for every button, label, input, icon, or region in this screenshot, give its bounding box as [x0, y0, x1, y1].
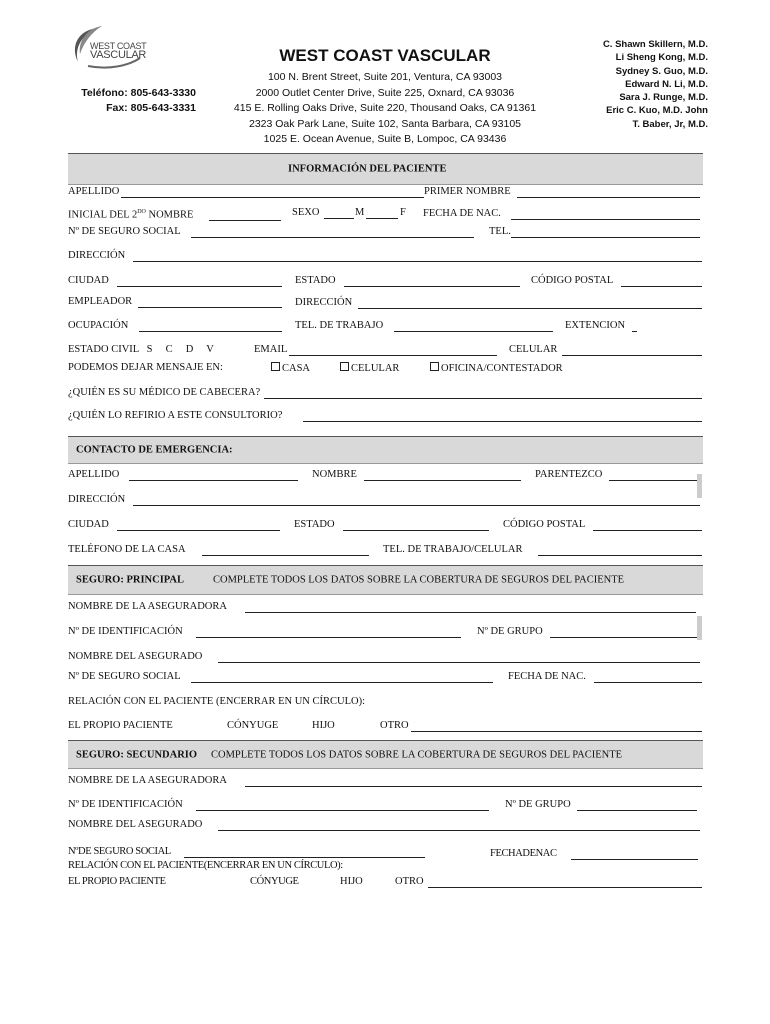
em-tel-trabajo-field[interactable] — [538, 555, 702, 556]
p-otro-field[interactable] — [411, 731, 702, 732]
p-rel-conyuge[interactable]: CÓNYUGE — [227, 720, 279, 731]
label-direccion-empleador: DIRECCIÓN — [295, 297, 353, 308]
apellido-field[interactable] — [121, 197, 424, 198]
scroll-marker — [697, 474, 702, 498]
patient-section-header — [68, 153, 703, 185]
em-apellido-field[interactable] — [129, 480, 298, 481]
refirio-field[interactable] — [303, 421, 702, 422]
label-refirio: ¿QUIÉN LO REFIRIO A ESTE CONSULTORIO? — [68, 410, 283, 421]
s-seguro-social-field[interactable] — [184, 857, 425, 858]
label-apellido: APELLIDO — [68, 186, 120, 197]
s-rel-propio[interactable]: EL PROPIO PACIENTE — [68, 876, 166, 887]
emergency-section-title: CONTACTO DE EMERGENCIA: — [76, 444, 233, 456]
address-line: 2000 Outlet Center Drive, Suite 225, Oxnard, CA 93036 — [255, 86, 515, 99]
option-oficina-label: OFICINA/CONTESTADOR — [441, 363, 563, 374]
secondary-insurance-header — [68, 740, 703, 769]
tel-trabajo-field[interactable] — [394, 331, 553, 332]
label-em-direccion: DIRECCIÓN — [68, 494, 126, 505]
em-direccion-field[interactable] — [133, 505, 700, 506]
em-nombre-field[interactable] — [364, 480, 521, 481]
option-celular[interactable] — [340, 362, 399, 374]
doctor-list — [560, 38, 708, 131]
tel-field[interactable] — [511, 237, 700, 238]
s-asegurado-field[interactable] — [218, 830, 700, 831]
label-email: EMAIL — [254, 344, 288, 355]
label-em-ciudad: CIUDAD — [68, 519, 109, 530]
label-p-seguro-social: Nº DE SEGURO SOCIAL — [68, 671, 181, 682]
fax-number: Fax: 805-643-3331 — [106, 102, 196, 114]
label-sexo-f: F — [400, 207, 406, 218]
p-aseguradora-field[interactable] — [245, 612, 696, 613]
doctor-name: Sara J. Runge, M.D. — [619, 92, 708, 104]
checkbox-casa[interactable] — [271, 362, 280, 371]
label-tel-trabajo: TEL. DE TRABAJO — [295, 320, 384, 331]
celular-field[interactable] — [562, 355, 702, 356]
label-p-grupo: Nº DE GRUPO — [477, 626, 543, 637]
primary-insurance-header — [68, 565, 703, 595]
address-line: 2323 Oak Park Lane, Suite 102, Santa Barbara, CA 93105 — [248, 117, 522, 130]
sexo-f-field[interactable] — [366, 218, 398, 219]
s-aseguradora-field[interactable] — [245, 786, 702, 787]
label-extension: EXTENCION — [565, 320, 626, 331]
medico-field[interactable] — [264, 398, 702, 399]
label-tel: TEL. — [489, 226, 511, 237]
estado-field[interactable] — [344, 286, 520, 287]
doctor-name: Sydney S. Guo, M.D. — [615, 65, 708, 77]
clinic-title: WEST COAST VASCULAR — [279, 46, 491, 65]
label-medico: ¿QUIÉN ES SU MÉDICO DE CABECERA? — [68, 387, 261, 398]
option-oficina[interactable] — [430, 362, 563, 374]
em-parentezco-field[interactable] — [609, 480, 700, 481]
p-rel-propio[interactable]: EL PROPIO PACIENTE — [68, 720, 173, 731]
label-ciudad: CIUDAD — [68, 275, 109, 286]
s-rel-conyuge[interactable]: CÓNYUGE — [250, 876, 299, 887]
address-line: 1025 E. Ocean Avenue, Suite B, Lompoc, CA 93436 — [263, 133, 507, 145]
secondary-insurance-title: SEGURO: SECUNDARIO — [76, 749, 198, 760]
address-line: 100 N. Brent Street, Suite 201, Ventura, CA 93003 — [267, 71, 503, 83]
label-s-fecha-nac: FECHADENAC — [490, 848, 557, 859]
label-inicial-suffix: NOMBRE — [145, 209, 194, 221]
ocupacion-field[interactable] — [139, 331, 282, 332]
s-grupo-field[interactable] — [577, 810, 697, 811]
em-estado-field[interactable] — [343, 530, 489, 531]
p-rel-otro[interactable]: OTRO — [380, 720, 409, 731]
doctor-name: Edward N. Li, M.D. — [625, 78, 708, 90]
label-p-relacion: RELACIÓN CON EL PACIENTE (ENCERRAR EN UN CÍRCULO): — [68, 696, 366, 707]
label-primer-nombre: PRIMER NOMBRE — [424, 186, 511, 197]
phone-block — [60, 86, 196, 116]
checkbox-oficina[interactable] — [430, 362, 439, 371]
label-p-asegurado: NOMBRE DEL ASEGURADO — [68, 651, 203, 662]
em-codigo-postal-field[interactable] — [593, 530, 702, 531]
label-p-identificacion: Nº DE IDENTIFICACIÓN — [68, 626, 183, 637]
extension-field[interactable] — [632, 331, 637, 332]
phone-number: Teléfono: 805-643-3330 — [81, 87, 196, 99]
doctor-name: Eric C. Kuo, M.D. John — [606, 105, 708, 117]
patient-section-title: INFORMACIÓN DEL PACIENTE — [288, 163, 447, 175]
direccion-field[interactable] — [133, 261, 702, 262]
primary-insurance-subtitle: COMPLETE TODOS LOS DATOS SOBRE LA COBERTURA DE SEGUROS DEL PACIENTE — [213, 574, 625, 586]
em-ciudad-field[interactable] — [117, 530, 280, 531]
label-s-identificacion: Nº DE IDENTIFICACIÓN — [68, 799, 183, 810]
logo — [68, 22, 168, 70]
label-em-tel-casa: TELÉFONO DE LA CASA — [68, 544, 186, 555]
label-em-nombre: NOMBRE — [312, 469, 357, 480]
label-estado-civil[interactable]: ESTADO CIVIL S C D V — [68, 344, 214, 355]
label-s-aseguradora: NOMBRE DE LA ASEGURADORA — [68, 775, 227, 786]
s-identificacion-field[interactable] — [196, 810, 489, 811]
checkbox-celular[interactable] — [340, 362, 349, 371]
doctor-name: T. Baber, Jr, M.D. — [632, 118, 708, 130]
emergency-section-header — [68, 436, 703, 464]
label-em-tel-trabajo: TEL. DE TRABAJO/CELULAR — [383, 544, 523, 555]
label-s-seguro-social: NºDE SEGURO SOCIAL — [68, 846, 171, 857]
s-otro-field[interactable] — [428, 887, 702, 888]
address-line: 415 E. Rolling Oaks Drive, Suite 220, Thousand Oaks, CA 91361 — [233, 102, 537, 114]
label-sexo-m: M — [355, 207, 365, 218]
label-em-codigo-postal: CÓDIGO POSTAL — [503, 519, 586, 530]
p-seguro-social-field[interactable] — [191, 682, 493, 683]
inicial-field[interactable] — [209, 220, 281, 221]
label-celular: CELULAR — [509, 344, 558, 355]
label-estado: ESTADO — [295, 275, 336, 286]
label-em-apellido: APELLIDO — [68, 469, 120, 480]
s-rel-hijo[interactable]: HIJO — [340, 876, 363, 887]
option-celular-label: CELULAR — [351, 363, 400, 374]
label-inicial-text: INICIAL DEL 2 — [68, 209, 138, 221]
label-s-grupo: Nº DE GRUPO — [505, 799, 571, 810]
ciudad-field[interactable] — [117, 286, 282, 287]
p-fecha-nac-field[interactable] — [594, 682, 702, 683]
label-s-asegurado: NOMBRE DEL ASEGURADO — [68, 819, 203, 830]
label-empleador: EMPLEADOR — [68, 296, 133, 307]
p-grupo-field[interactable] — [550, 637, 700, 638]
scroll-marker — [697, 616, 702, 640]
logo-line-2: VASCULAR — [90, 49, 147, 61]
option-casa[interactable] — [271, 362, 310, 374]
label-em-parentezco: PARENTEZCO — [535, 469, 603, 480]
label-ocupacion: OCUPACIÓN — [68, 320, 129, 331]
doctor-name: Li Sheng Kong, M.D. — [615, 52, 708, 64]
seguro-social-field[interactable] — [191, 237, 474, 238]
fecha-nac-field[interactable] — [511, 219, 700, 220]
logo-line-1: WEST COAST — [90, 41, 147, 51]
label-p-aseguradora: NOMBRE DE LA ASEGURADORA — [68, 601, 227, 612]
label-inicial-sup: DO — [137, 209, 146, 215]
p-identificacion-field[interactable] — [196, 637, 461, 638]
p-asegurado-field[interactable] — [218, 662, 700, 663]
clinic-addresses — [200, 70, 570, 148]
p-rel-hijo[interactable]: HIJO — [312, 720, 335, 731]
primary-insurance-title: SEGURO: PRINCIPAL — [76, 574, 185, 586]
label-p-fecha-nac: FECHA DE NAC. — [508, 671, 586, 682]
email-field[interactable] — [289, 355, 497, 356]
codigo-postal-field[interactable] — [621, 286, 702, 287]
option-casa-label: CASA — [282, 363, 311, 374]
label-mensaje: PODEMOS DEJAR MENSAJE EN: — [68, 362, 223, 373]
label-codigo-postal: CÓDIGO POSTAL — [531, 275, 614, 286]
label-seguro-social: Nº DE SEGURO SOCIAL — [68, 226, 181, 237]
secondary-insurance-subtitle: COMPLETE TODOS LOS DATOS SOBRE LA COBERTURA DE SEGUROS DEL PACIENTE — [211, 749, 623, 760]
label-fecha-nac: FECHA DE NAC. — [423, 208, 501, 219]
label-em-estado: ESTADO — [294, 519, 335, 530]
empleador-field[interactable] — [138, 307, 282, 308]
label-s-relacion: RELACIÓN CON EL PACIENTE(ENCERRAR EN UN CÍRCULO): — [68, 860, 343, 871]
s-fecha-nac-field[interactable] — [571, 859, 698, 860]
em-tel-casa-field[interactable] — [202, 555, 369, 556]
label-inicial — [68, 209, 193, 221]
label-direccion: DIRECCIÓN — [68, 250, 126, 261]
label-sexo: SEXO — [292, 207, 320, 218]
doctor-name: C. Shawn Skillern, M.D. — [602, 39, 708, 50]
sexo-m-field[interactable] — [324, 218, 354, 219]
direccion-empleador-field[interactable] — [358, 308, 702, 309]
primer-nombre-field[interactable] — [517, 197, 700, 198]
s-rel-otro[interactable]: OTRO — [395, 876, 424, 887]
